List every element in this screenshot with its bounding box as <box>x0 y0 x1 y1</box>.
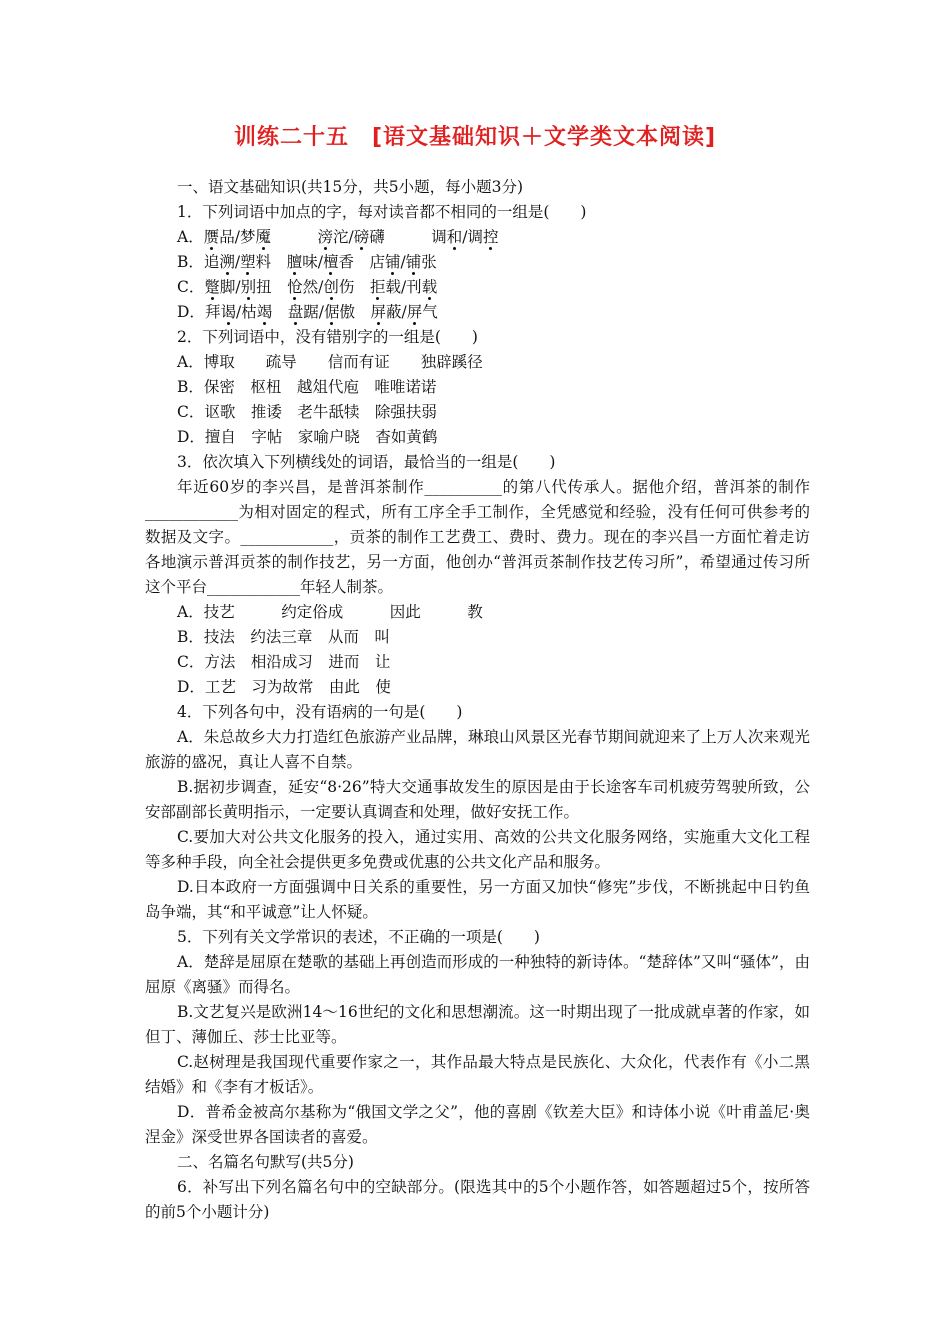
option-text: 脚/ <box>219 278 241 296</box>
emphasized-character: 膻 <box>286 253 303 271</box>
emphasized-character: 滂 <box>317 228 333 246</box>
page-title: 训练二十五 [语文基础知识＋文学类文本阅读] <box>233 125 717 150</box>
question-4-option-a: A．朱总故乡大力打造红色旅游产业品牌，琳琅山风景区光春节期间就迎来了上万人次来观光旅游的盛况，真让人喜不自禁。 <box>145 728 810 771</box>
emphasized-character: 盘 <box>287 303 304 321</box>
option-text: 品/梦 <box>219 228 256 246</box>
emphasized-character: 塑 <box>240 253 256 271</box>
question-2-option-d: D．擅自 字帖 家喻户晓 杳如黄鹤 <box>177 428 438 446</box>
emphasized-character: 屏 <box>406 303 423 321</box>
option-text: B． <box>177 253 204 271</box>
option-text: /调 <box>462 228 484 246</box>
question-1-option-d <box>145 300 810 325</box>
option-text: C． <box>177 278 205 296</box>
emphasized-character: 载 <box>421 278 438 296</box>
emphasized-character: 赝 <box>203 228 220 246</box>
emphasized-character: 檀 <box>322 253 339 271</box>
question-1-option-c <box>145 275 810 300</box>
option-text: 追 <box>203 253 220 271</box>
emphasized-character: 拒 <box>369 278 386 296</box>
emphasized-character: 铺 <box>405 253 422 271</box>
option-text: 礴 调 <box>369 228 447 246</box>
emphasized-character: 和 <box>446 228 463 246</box>
question-3-option-a: A．技艺 约定俗成 因此 教 <box>177 603 483 621</box>
emphasized-character: 屏 <box>370 303 387 321</box>
option-text: 蔽/ <box>386 303 407 321</box>
emphasized-character: 铺 <box>384 253 401 271</box>
section-1-header: 一、语文基础知识(共15分，共5小题，每小题3分) <box>177 178 524 196</box>
option-text: / <box>400 253 406 271</box>
emphasized-character: 倨 <box>323 303 340 321</box>
question-1-stem: 1．下列词语中加点的字，每对读音都不相同的一组是( ) <box>177 203 587 221</box>
question-5-option-c: C.赵树理是我国现代重要作家之一，其作品最大特点是民族化、大众化，代表作有《小二黑结婚》和《李有才板话》。 <box>145 1053 810 1096</box>
option-text: 气 <box>422 303 438 321</box>
question-2-option-a: A．博取 疏导 信而有证 独辟蹊径 <box>177 353 483 371</box>
option-text <box>272 303 288 321</box>
section-2-header: 二、名篇名句默写(共5分) <box>177 1153 354 1171</box>
option-text: 伤 <box>338 278 370 296</box>
question-5-option-b: B.文艺复兴是欧洲14～16世纪的文化和思想潮流。这一时期出现了一批成就卓著的作家，如但丁、薄伽丘、莎士比亚等。 <box>145 1003 810 1046</box>
question-1-option-b <box>145 250 810 275</box>
emphasized-character: 魇 <box>255 228 271 246</box>
option-text: 踞/ <box>303 303 324 321</box>
question-6-stem: 6．补写出下列名篇名句中的空缺部分。(限选其中的5个小题作答，如答题超过5个，按所答的前5个小题计分) <box>145 1178 810 1221</box>
emphasized-character: 竭 <box>256 303 273 321</box>
emphasized-character: 控 <box>483 228 499 246</box>
question-5-option-a: A．楚辞是屈原在楚歌的基础上再创造而形成的一种独特的新诗体。“楚辞体”又叫“骚体”，由屈原《离骚》而得名。 <box>145 953 810 996</box>
option-text: 沱/ <box>333 228 354 246</box>
question-3-stem: 3．依次填入下列横线处的词语，最恰当的一组是( ) <box>177 453 556 471</box>
option-text: 料 <box>255 253 287 271</box>
option-text: D． <box>177 303 205 321</box>
question-4-option-c: C.要加大对公共文化服务的投入，通过实用、高效的公共文化服务网络，实施重大文化工程等多种手段，向全社会提供更多免费或优惠的公共文化产品和服务。 <box>145 828 810 871</box>
emphasized-character: 蹩 <box>204 278 220 296</box>
question-4-option-d: D.日本政府一方面强调中日关系的重要性，另一方面又加快“修宪”步伐，不断挑起中日钓鱼岛争端，其“和平诚意”让人怀疑。 <box>145 878 810 921</box>
question-2-option-b: B．保密 枢杻 越俎代庖 唯唯诺诺 <box>177 378 437 396</box>
option-text: / <box>234 253 241 271</box>
emphasized-character: 磅 <box>353 228 370 246</box>
option-text: /枯 <box>235 303 257 321</box>
question-2-option-c: C．讴歌 推诿 老牛舐犊 除强扶弱 <box>177 403 437 421</box>
emphasized-character: 别 <box>240 278 257 296</box>
emphasized-character: 怆 <box>287 278 303 296</box>
question-3-option-b: B．技法 约法三章 从而 叫 <box>177 628 390 646</box>
emphasized-character: 谒 <box>220 303 236 321</box>
question-1-options <box>145 225 810 325</box>
question-5-stem: 5．下列有关文学常识的表述，不正确的一项是( ) <box>177 928 540 946</box>
option-text: 香 店 <box>338 253 385 271</box>
question-4-stem: 4．下列各句中，没有语病的一句是( ) <box>177 703 463 721</box>
emphasized-character: 创 <box>323 278 339 296</box>
option-text: 拜 <box>204 303 221 321</box>
question-1-option-a <box>145 225 810 250</box>
option-text: 然/ <box>302 278 324 296</box>
option-text: 载/刊 <box>385 278 422 296</box>
question-3-passage: 年近60岁的李兴昌，是普洱茶制作__________的第八代传承人。据他介绍，普洱茶的制作____________为相对固定的程式，所有工序全手工制作，全凭感觉和经验，没有任何可供参考的数据及文字。____________，贡茶的制作工艺费工、费时、费力。现在的李兴昌一方面忙着走访各地演示普洱贡茶的制作技艺，另一方面，他创办“普洱贡茶制作技艺传习所”，希望通过传习所这个平台____________年轻人制茶。 <box>145 478 810 596</box>
option-text: 张 <box>421 253 437 271</box>
option-text: 扭 <box>256 278 288 296</box>
question-2-stem: 2．下列词语中，没有错别字的一组是( ) <box>177 328 478 346</box>
emphasized-character: 溯 <box>219 253 235 271</box>
question-4-option-b: B.据初步调查，延安“8·26”特大交通事故发生的原因是由于长途客车司机疲劳驾驶所致，公安部副部长黄明指示，一定要认真调查和处理，做好安抚工作。 <box>145 778 810 821</box>
option-text: 傲 <box>339 303 371 321</box>
option-text <box>271 228 318 246</box>
question-5-option-d: D．普希金被高尔基称为“俄国文学之父”，他的喜剧《钦差大臣》和诗体小说《叶甫盖尼·奥涅金》深受世界各国读者的喜爱。 <box>145 1103 810 1146</box>
option-text: A． <box>177 228 204 246</box>
question-3-option-c: C．方法 相沿成习 进而 让 <box>177 653 391 671</box>
document-body <box>145 175 810 1225</box>
option-text: 味/ <box>302 253 323 271</box>
question-3-option-d: D．工艺 习为故常 由此 使 <box>177 678 391 696</box>
